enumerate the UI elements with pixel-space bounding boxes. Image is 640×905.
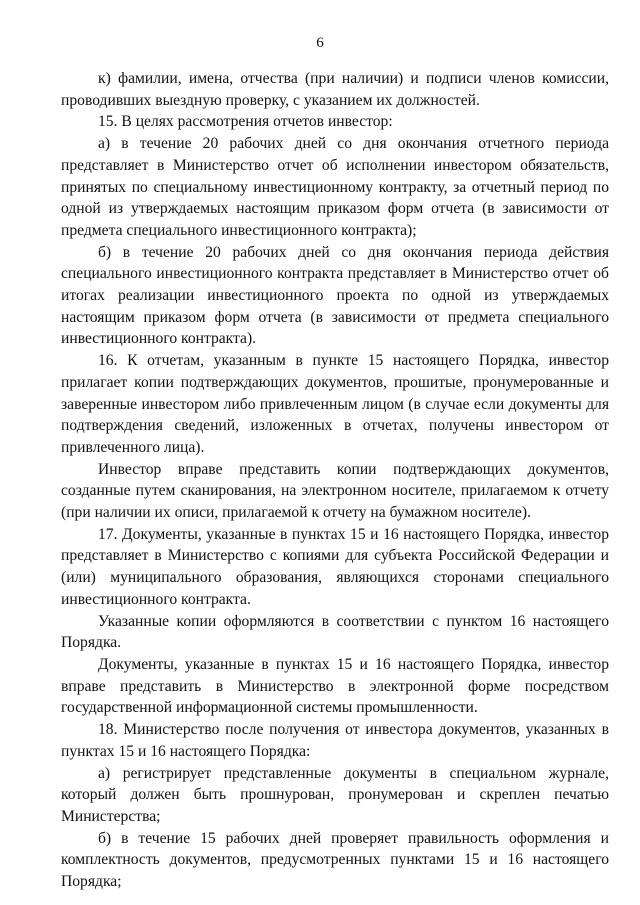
paragraph-16: 16. К отчетам, указанным в пункте 15 настоящего Порядка, инвестор прилагает копии подтверждающих документов, прошитые, пронумерованные и заверенные инвестором либо привлеченным лицом (в случае если документы для подтверждения сведений, изложенных в отчетах, получены инвестором от привлеченного лица).	[61, 352, 609, 456]
paragraph-18b: б) в течение 15 рабочих дней проверяет правильность оформления и комплектность документов, предусмотренных пунктами 15 и 16 настоящего Порядка;	[61, 829, 609, 891]
paragraph-18: 18. Министерство после получения от инвестора документов, указанных в пунктах 15 и 16 настоящего Порядка:	[61, 721, 609, 760]
paragraph-16-scan: Инвестор вправе представить копии подтверждающих документов, созданные путем сканирования, на электронном носителе, прилагаемом к отчету (при наличии их описи, прилагаемой к отчету на бумажном носителе).	[61, 460, 609, 522]
paragraph-17-copies: Указанные копии оформляются в соответствии с пунктом 16 настоящего Порядка.	[61, 612, 609, 652]
page-number: 6	[316, 35, 324, 51]
paragraph-15: 15. В целях рассмотрения отчетов инвестор:	[98, 113, 393, 131]
paragraph-18a: а) регистрирует представленные документы в специальном журнале, который должен быть прошнурован, пронумерован и скреплен печатью Министерства;	[61, 764, 609, 825]
paragraph-k: к) фамилии, имена, отчества (при наличии) и подписи членов комиссии, проводивших выездную проверку, с указанием их должностей.	[61, 70, 609, 109]
paragraph-15b: б) в течение 20 рабочих дней со дня окончания периода действия специального инвестиционного контракта представляет в Министерство отчет об итогах реализации инвестиционного проекта по одной из утверждаемых настоящим приказом форм отчета (в зависимости от предмета специального инвестиционного контракта).	[61, 243, 609, 348]
paragraph-17-electronic: Документы, указанные в пунктах 15 и 16 настоящего Порядка, инвестор вправе представить в Министерство в электронной форме посредством государственной информационной системы промышленности.	[61, 655, 609, 717]
paragraph-17: 17. Документы, указанные в пунктах 15 и 16 настоящего Порядка, инвестор представляет в Министерство с копиями для субъекта Российской Федерации и (или) муниципального образования, являющихся сторонами специального инвестиционного контракта.	[61, 525, 609, 608]
paragraph-15a: а) в течение 20 рабочих дней со дня окончания отчетного периода представляет в Министерство отчет об исполнении инвестором обязательств, принятых по специальному инвестиционному контракту, за отчетный период по одной из утверждаемых настоящим приказом форм отчета (в зависимости от предмета специального инвестиционного контракта);	[61, 135, 609, 239]
document-body	[61, 68, 609, 893]
